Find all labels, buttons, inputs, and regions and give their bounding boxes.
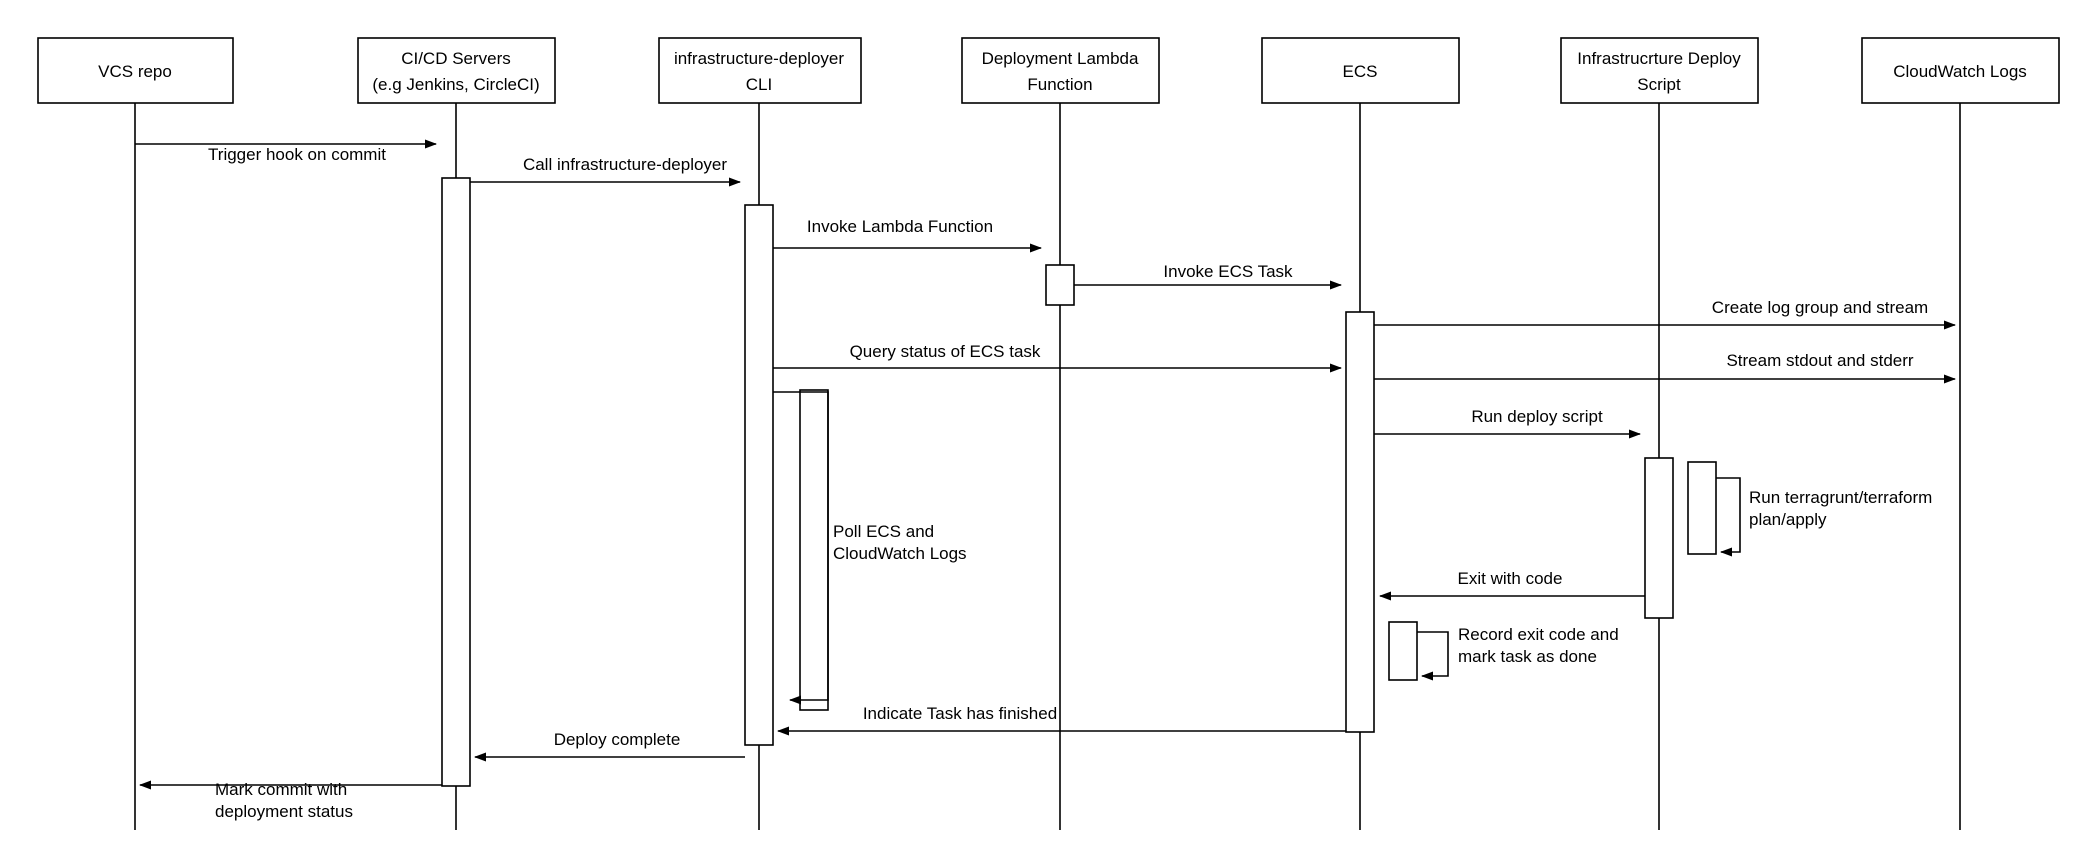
message-run-terragrunt-terraform [1716,478,1932,552]
activation-ecs-record [1389,622,1417,680]
participant-infrastructure-deploy-script[interactable] [1561,38,1758,103]
message-label-indicate-task-has-finished: Indicate Task has finished [862,704,1058,723]
participant-label-cli-line1: infrastructure-deployer [673,49,845,68]
participant-label-lambda-line2: Function [1027,75,1093,94]
message-label-trigger-hook-on-commit: Trigger hook on commit [208,145,386,164]
message-label-run-deploy-script: Run deploy script [1471,407,1603,426]
participant-label-ecs: ECS [1342,62,1378,81]
participant-label-deploy-script-line1: Infrastrucrture Deploy [1577,49,1741,68]
participant-label-lambda-line1: Deployment Lambda [981,49,1139,68]
participant-vcs-repo[interactable] [38,38,233,103]
participant-label-cli-line2: CLI [745,75,773,94]
participant-deployment-lambda-function[interactable] [962,38,1159,103]
message-label-record-line1: Record exit code and [1458,625,1619,644]
message-label-query-status-of-ecs-task: Query status of ECS task [849,342,1041,361]
message-query-status-of-ecs-task [773,342,1341,368]
message-call-infrastructure-deployer [470,155,740,182]
message-label-invoke-lambda-function: Invoke Lambda Function [806,217,994,236]
message-label-invoke-ecs-task: Invoke ECS Task [1163,262,1293,281]
message-exit-with-code [1380,569,1645,596]
activation-ecs [1346,312,1374,732]
activation-lambda [1046,265,1074,305]
participant-label-cloudwatch-logs: CloudWatch Logs [1893,62,2027,81]
participant-cicd-servers[interactable] [358,38,555,103]
message-record-exit-code [1417,625,1619,676]
participant-cloudwatch-logs[interactable] [1862,38,2059,103]
message-invoke-lambda-function [773,217,1041,248]
message-label-poll-line2: CloudWatch Logs [833,544,967,563]
message-run-deploy-script [1374,407,1640,434]
message-mark-commit-with-deployment-status [140,780,442,821]
message-label-mark-commit-line1: Mark commit with [215,780,348,799]
message-trigger-hook-on-commit [135,144,436,164]
participant-label-cicd-line2: (e.g Jenkins, CircleCI) [372,75,540,94]
participant-label-cicd-line1: CI/CD Servers [401,49,511,68]
activation-deploy-script-terraform [1688,462,1716,554]
message-label-stream-stdout-and-stderr: Stream stdout and stderr [1726,351,1914,370]
activation-cicd [442,178,470,786]
message-label-mark-commit-line2: deployment status [215,802,353,821]
message-stream-stdout-and-stderr [1374,351,1955,379]
message-label-deploy-complete: Deploy complete [553,730,681,749]
message-label-poll-line1: Poll ECS and [833,522,935,541]
activation-deploy-script [1645,458,1673,618]
message-create-log-group-and-stream [1374,298,1955,325]
message-label-exit-with-code: Exit with code [1457,569,1563,588]
message-label-create-log-group-and-stream: Create log group and stream [1711,298,1929,317]
activation-cli-poll [800,390,828,710]
activation-cli [745,205,773,745]
message-label-call-infrastructure-deployer: Call infrastructure-deployer [522,155,728,174]
message-invoke-ecs-task [1074,262,1341,285]
participant-label-deploy-script-line2: Script [1637,75,1681,94]
participant-ecs[interactable] [1262,38,1459,103]
participant-label-vcs: VCS repo [98,62,172,81]
participant-infrastructure-deployer-cli[interactable] [659,38,861,103]
message-label-record-line2: mark task as done [1458,647,1597,666]
message-label-run-terragrunt-line1: Run terragrunt/terraform [1749,488,1933,507]
message-indicate-task-has-finished [778,704,1346,731]
message-deploy-complete [475,730,745,757]
message-label-run-terragrunt-line2: plan/apply [1749,510,1827,529]
activation-bars [442,178,1716,786]
